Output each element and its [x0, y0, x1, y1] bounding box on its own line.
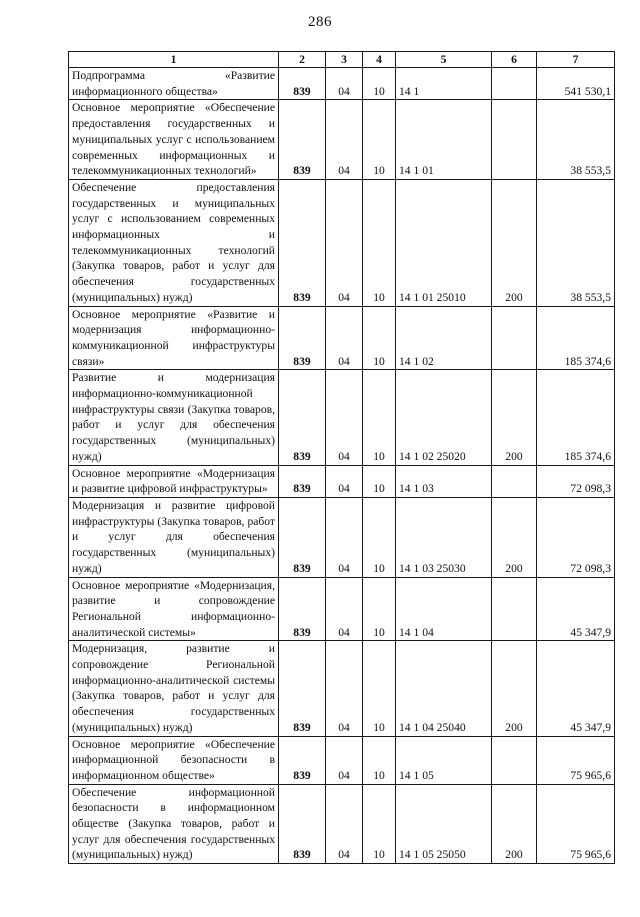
- column-header-5: 5: [396, 52, 492, 68]
- table-row: [69, 641, 615, 736]
- cell-col-5: 14 1 01 25010: [396, 179, 492, 306]
- cell-col-7: 185 374,6: [537, 306, 615, 370]
- cell-col-6: 200: [492, 370, 537, 465]
- cell-col-6: 200: [492, 497, 537, 577]
- table-row: [69, 736, 615, 784]
- row-description: Основное мероприятие «Развитие и модернизация информационно-коммуникационной инфраструктуры связи»: [69, 306, 279, 370]
- cell-col-7: 185 374,6: [537, 370, 615, 465]
- cell-col-6: [492, 306, 537, 370]
- cell-col-4: 10: [363, 784, 396, 864]
- cell-col-5: 14 1 05: [396, 736, 492, 784]
- page-number: 286: [308, 14, 332, 30]
- cell-col-7: 38 553,5: [537, 179, 615, 306]
- column-header-4: 4: [363, 52, 396, 68]
- cell-col-3: 04: [326, 68, 363, 100]
- cell-col-6: [492, 100, 537, 180]
- cell-col-4: 10: [363, 100, 396, 180]
- cell-col-5: 14 1 03 25030: [396, 497, 492, 577]
- cell-col-5: 14 1 05 25050: [396, 784, 492, 864]
- table-row: [69, 497, 615, 577]
- cell-col-5: 14 1 04: [396, 577, 492, 641]
- cell-col-3: 04: [326, 784, 363, 864]
- cell-col-2: 839: [279, 465, 326, 497]
- table-row: [69, 577, 615, 641]
- cell-col-3: 04: [326, 641, 363, 736]
- row-description: Основное мероприятие «Модернизация и развитие цифровой инфраструктуры»: [69, 465, 279, 497]
- table-row: [69, 784, 615, 864]
- table-row: [69, 306, 615, 370]
- cell-col-7: 45 347,9: [537, 577, 615, 641]
- row-description: Развитие и модернизация информационно-коммуникационной инфраструктуры связи (Закупка товаров, работ и услуг для обеспечения государственных (муниципальных) нужд): [69, 370, 279, 465]
- row-description: Модернизация, развитие и сопровождение Региональной информационно-аналитической системы (Закупка товаров, работ и услуг для обеспечения государственных (муниципальных) нужд): [69, 641, 279, 736]
- cell-col-2: 839: [279, 306, 326, 370]
- cell-col-7: 72 098,3: [537, 497, 615, 577]
- cell-col-2: 839: [279, 179, 326, 306]
- column-header-7: 7: [537, 52, 615, 68]
- cell-col-4: 10: [363, 577, 396, 641]
- cell-col-6: [492, 68, 537, 100]
- cell-col-4: 10: [363, 497, 396, 577]
- cell-col-5: 14 1 02: [396, 306, 492, 370]
- table-body: [69, 68, 615, 864]
- cell-col-6: 200: [492, 784, 537, 864]
- table-row: [69, 68, 615, 100]
- cell-col-2: 839: [279, 497, 326, 577]
- cell-col-7: 45 347,9: [537, 641, 615, 736]
- cell-col-7: 72 098,3: [537, 465, 615, 497]
- cell-col-5: 14 1: [396, 68, 492, 100]
- cell-col-2: 839: [279, 100, 326, 180]
- row-description: Подпрограмма «Развитие информационного общества»: [69, 68, 279, 100]
- column-header-3: 3: [326, 52, 363, 68]
- cell-col-4: 10: [363, 736, 396, 784]
- table-row: [69, 100, 615, 180]
- cell-col-2: 839: [279, 68, 326, 100]
- cell-col-7: 75 965,6: [537, 784, 615, 864]
- cell-col-5: 14 1 02 25020: [396, 370, 492, 465]
- cell-col-3: 04: [326, 577, 363, 641]
- cell-col-4: 10: [363, 179, 396, 306]
- row-description: Основное мероприятие «Обеспечение предоставления государственных и муниципальных услуг с использованием современных информационных и телекоммуникационных технологий»: [69, 100, 279, 180]
- column-header-6: 6: [492, 52, 537, 68]
- cell-col-7: 38 553,5: [537, 100, 615, 180]
- cell-col-2: 839: [279, 736, 326, 784]
- row-description: Основное мероприятие «Обеспечение информационной безопасности в информационном обществе»: [69, 736, 279, 784]
- cell-col-6: 200: [492, 641, 537, 736]
- row-description: Основное мероприятие «Модернизация, развитие и сопровождение Региональной информационно-аналитической системы»: [69, 577, 279, 641]
- cell-col-2: 839: [279, 370, 326, 465]
- cell-col-5: 14 1 01: [396, 100, 492, 180]
- cell-col-2: 839: [279, 577, 326, 641]
- cell-col-3: 04: [326, 370, 363, 465]
- cell-col-3: 04: [326, 736, 363, 784]
- cell-col-4: 10: [363, 465, 396, 497]
- cell-col-6: [492, 577, 537, 641]
- cell-col-4: 10: [363, 306, 396, 370]
- column-header-2: 2: [279, 52, 326, 68]
- table-row: [69, 465, 615, 497]
- cell-col-4: 10: [363, 68, 396, 100]
- cell-col-3: 04: [326, 465, 363, 497]
- cell-col-3: 04: [326, 497, 363, 577]
- cell-col-5: 14 1 04 25040: [396, 641, 492, 736]
- cell-col-3: 04: [326, 306, 363, 370]
- row-description: Обеспечение информационной безопасности в информационном обществе (Закупка товаров, работ и услуг для обеспечения государственных (муниципальных) нужд): [69, 784, 279, 864]
- cell-col-7: 541 530,1: [537, 68, 615, 100]
- cell-col-3: 04: [326, 100, 363, 180]
- row-description: Модернизация и развитие цифровой инфраструктуры (Закупка товаров, работ и услуг для обеспечения государственных (муниципальных) нужд): [69, 497, 279, 577]
- cell-col-3: 04: [326, 179, 363, 306]
- cell-col-4: 10: [363, 370, 396, 465]
- cell-col-2: 839: [279, 784, 326, 864]
- cell-col-6: [492, 465, 537, 497]
- cell-col-6: [492, 736, 537, 784]
- budget-table: [68, 51, 615, 864]
- column-header-1: 1: [69, 52, 279, 68]
- cell-col-2: 839: [279, 641, 326, 736]
- table-header-row: [69, 52, 615, 68]
- cell-col-5: 14 1 03: [396, 465, 492, 497]
- cell-col-7: 75 965,6: [537, 736, 615, 784]
- cell-col-6: 200: [492, 179, 537, 306]
- row-description: Обеспечение предоставления государственных и муниципальных услуг с использованием современных информационных и телекоммуникационных технологий (Закупка товаров, работ и услуг для обеспечения государственных (муниципальных) нужд): [69, 179, 279, 306]
- cell-col-4: 10: [363, 641, 396, 736]
- table-row: [69, 179, 615, 306]
- table-row: [69, 370, 615, 465]
